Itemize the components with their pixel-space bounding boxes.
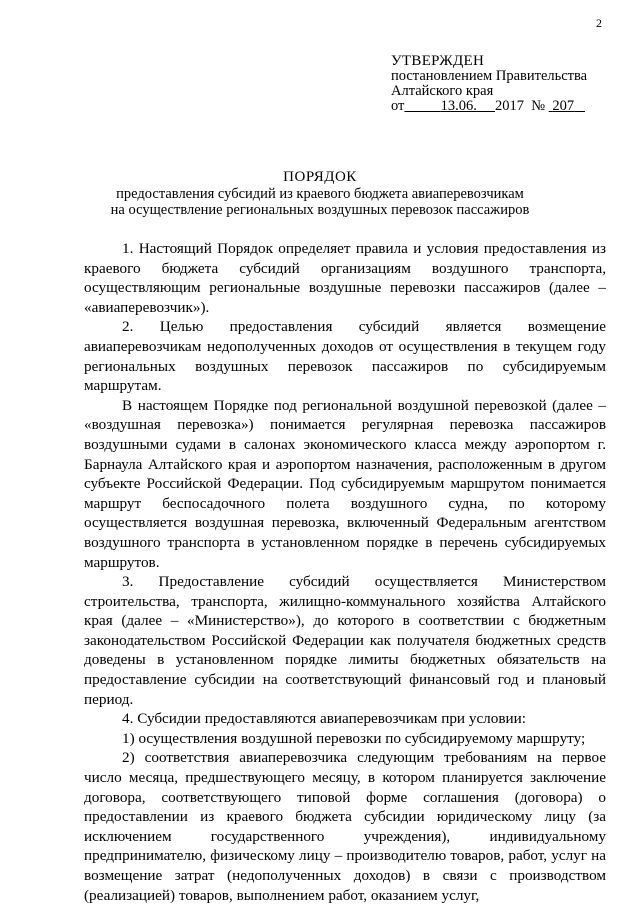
approval-stamp	[391, 54, 587, 114]
document-subtitle: предоставления субсидий из краевого бюджета авиаперевозчикам на осуществление региональных воздушных перевозок пассажиров	[110, 186, 530, 218]
paragraph: 3. Предоставление субсидий осуществляется Министерством строительства, транспорта, жилищно-коммунального хозяйства Алтайского края (далее – «Министерство»), до которого в соответствии с бюджетным законодательством Российской Федерации как получателя бюджетных средств доведены в установленном порядке лимиты бюджетных обязательств на предоставление субсидии на соответствующий финансовый год и плановый период.	[84, 573, 606, 708]
approval-date: 13.06.	[440, 98, 477, 114]
document-body	[84, 239, 606, 905]
date-prefix: от	[391, 98, 405, 114]
paragraph: В настоящем Порядке под региональной воздушной перевозкой (далее – «воздушная перевозка») понимается регулярная перевозка пассажиров воздушными судами в салонах экономического класса между аэропортом г. Барнаула Алтайского края и аэропортом назначения, расположенным в другом субъекте Российской Федерации. Под субсидируемым маршрутом понимается маршрут беспосадочного полета воздушного судна, по которому осуществляется воздушная перевозка, включенный Федеральным агентством воздушного транспорта в установленном порядке в перечень субсидируемых маршрутов.	[84, 396, 606, 571]
approval-line: постановлением Правительства	[391, 68, 588, 84]
page-number: 2	[596, 16, 602, 30]
approval-number: 207	[552, 98, 575, 114]
approval-line: Алтайского края	[391, 83, 494, 99]
approval-year: 2017	[495, 98, 525, 114]
paragraph: 2) соответствия авиаперевозчика следующим требованиям на первое число месяца, предшествующего месяцу, в котором планируется заключение договора, соответствующего типовой форме соглашения (договора) о предоставлении из краевого бюджета субсидии юридическому лицу (за исключением государственного учреждения), индивидуальному предпринимателю, физическому лицу – производителю товаров, работ, услуг на возмещение затрат (недополученных доходов) в связи с производством (реализацией) товаров, выполнением работ, оказанием услуг,	[84, 749, 606, 904]
number-prefix: №	[531, 98, 546, 114]
paragraph: 4. Субсидии предоставляются авиаперевозчикам при условии:	[122, 710, 527, 728]
approval-title: УТВЕРЖДЕН	[391, 53, 485, 69]
paragraph: 1. Настоящий Порядок определяет правила и условия предоставления из краевого бюджета субсидий организациям воздушного транспорта, осуществляющим региональные воздушные перевозки пассажиров (далее – «авиаперевозчик»).	[84, 240, 606, 316]
paragraph: 1) осуществления воздушной перевозки по субсидируемому маршруту;	[122, 729, 586, 747]
approval-date-line	[391, 99, 587, 114]
paragraph: 2. Целью предоставления субсидий является возмещение авиаперевозчикам недополученных доходов от осуществления в текущем году региональных воздушных перевозок пассажиров по субсидируемым маршрутам.	[84, 318, 606, 395]
document-title: ПОРЯДОК	[283, 169, 357, 185]
